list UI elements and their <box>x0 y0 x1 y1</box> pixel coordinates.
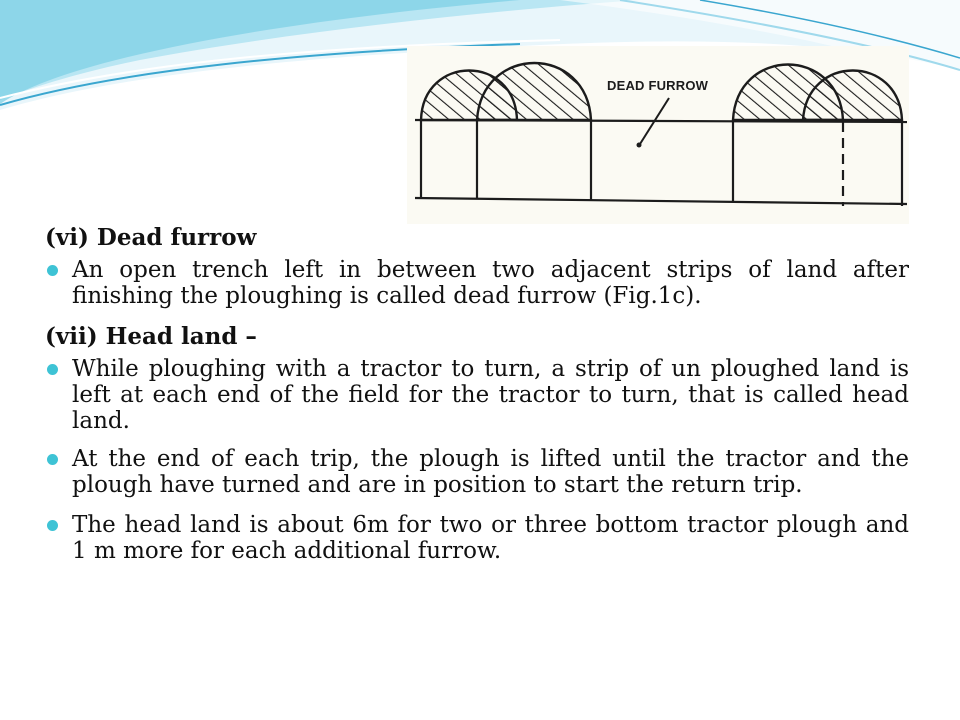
bullet-text: At the end of each trip, the plough is lifted until the tractor and the plough have turned and are in position to start the return trip. <box>72 446 909 498</box>
bullet-text: An open trench left in between two adjacent strips of land after finishing the ploughing is called dead furrow (Fig.1c). <box>72 257 909 309</box>
bullet-icon <box>47 454 58 465</box>
dead-furrow-figure <box>407 46 909 224</box>
dead-furrow-diagram <box>407 46 909 224</box>
figure-label: DEAD FURROW <box>607 78 709 93</box>
slide-content <box>45 224 909 578</box>
bullet-item <box>45 257 909 309</box>
bullet-item <box>45 512 909 564</box>
section-heading-head-land: (vii) Head land – <box>45 323 257 350</box>
bullet-icon <box>47 364 58 375</box>
bullet-icon <box>47 520 58 531</box>
section-heading-dead-furrow: (vi) Dead furrow <box>45 224 257 251</box>
bullet-text: The head land is about 6m for two or three bottom tractor plough and 1 m more for each additional furrow. <box>72 512 909 564</box>
bullet-item <box>45 356 909 434</box>
bullet-icon <box>47 265 58 276</box>
bullet-item <box>45 446 909 498</box>
right-furrow-slices <box>733 65 902 121</box>
ground-lines <box>415 120 907 206</box>
bullet-text: While ploughing with a tractor to turn, a strip of un ploughed land is left at each end of the field for the tractor to turn, that is called head land. <box>72 356 909 434</box>
left-furrow-slices <box>421 63 591 120</box>
